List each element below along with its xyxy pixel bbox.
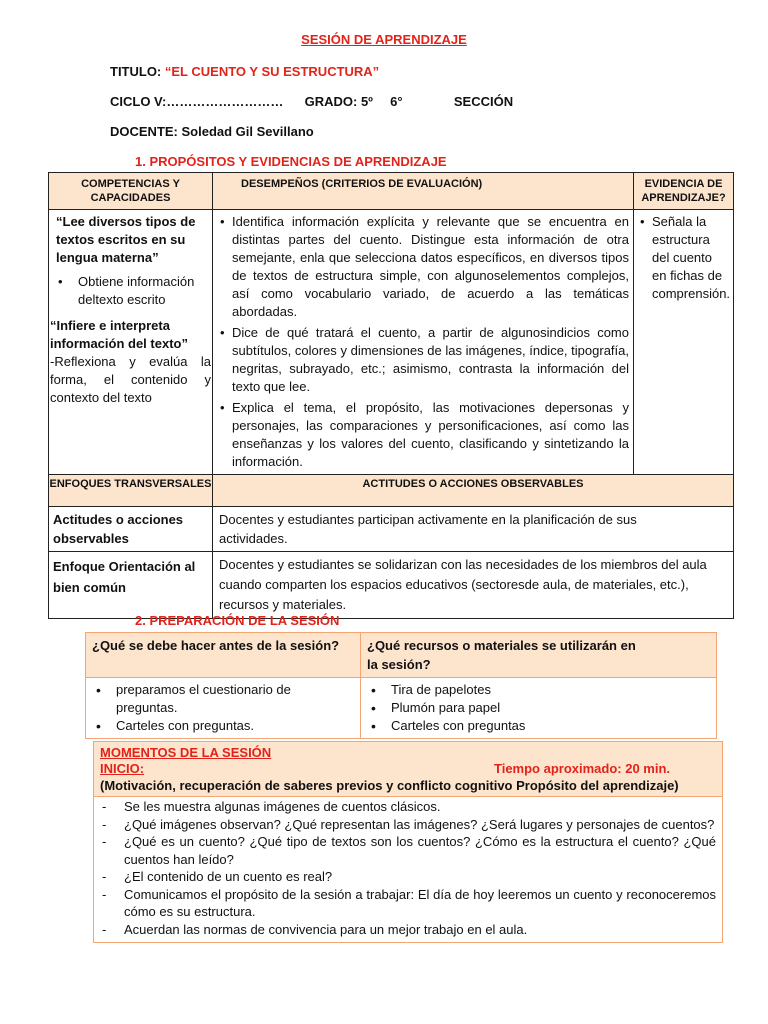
section2-heading: 2. PREPARACIÓN DE LA SESIÓN [135,613,340,628]
desempeno-item: • Dice de qué tratará el cuento, a partir de algunosindicios como subtítulos, colores y dimensiones de las imágenes, índice, tipografía, negritas, subrayado, etc.; asimismo, contrasta la información del texto que lee. [216,324,629,396]
tiempo-label [388,761,670,777]
recursos-cell [361,678,717,739]
header-recursos [361,633,717,678]
competencia-infiere: “Infiere e interpreta información del texto” [50,318,188,351]
enfoque-bien-comun-text: Docentes y estudiantes se solidarizan con las necesidades de los miembros del aula cuando comparten los espacios educativos (sectoresde aula, de materiales, etc.), recursos y materiales. [213,552,734,619]
ciclo-label: CICLO V:……………………… [110,94,284,109]
header-evidencia: EVIDENCIA DE APRENDIZAJE? [634,173,734,210]
header-enfoques: ENFOQUES TRANSVERSALES [49,475,213,507]
inicio-item: - Acuerdan las normas de convivencia para un mejor trabajo en el aula. [100,921,716,939]
recursos-list [367,681,710,735]
antes-item: • Carteles con preguntas. [92,717,354,735]
antes-item: • preparamos el cuestionario de preguntas. [92,681,354,717]
grado-option-6: 6° [390,94,403,109]
tiempo-value: Tiempo aproximado: 20 min. [494,761,671,776]
header-recursos-text: ¿Qué recursos o materiales se utilizarán en la sesión? [367,638,636,672]
momentos-box [93,741,723,943]
preparacion-table [85,632,717,739]
evidencia-item: • Señala la estructura del cuento en fichas de comprensión. [636,213,729,303]
page-title: SESIÓN DE APRENDIZAJE [301,32,467,47]
capacidad-obtiene-text: Obtiene información deltexto escrito [78,274,195,307]
capacidad-obtiene: • Obtiene información deltexto escrito [58,274,195,307]
section1-heading: 1. PROPÓSITOS Y EVIDENCIAS DE APRENDIZAJE [135,154,447,169]
grado-label: GRADO: [304,94,358,109]
desempeno-item: • Identifica información explícita y relevante que se encuentra en distintas partes del cuento. Distingue esta información de otra semejante, enla que selecciona datos específicos, en diversos tipos de textos de estructura simple, con algunoselementos complejos, así como vocabulario variado, de acuerdo a las temáticas abordadas. [216,213,629,321]
inicio-list [100,798,716,938]
recursos-item: • Plumón para papel [367,699,710,717]
enfoque-actitudes-text [213,507,734,552]
titulo-label: TITULO: [110,64,162,79]
inicio-item: - ¿El contenido de un cuento es real? [100,868,716,886]
inicio-item: - Se les muestra algunas imágenes de cuentos clásicos. [100,798,716,816]
antes-cell [86,678,361,739]
antes-list [92,681,354,735]
capacidad-reflexiona: -Reflexiona y evalúa la forma, el contenido y contexto del texto [50,354,211,405]
titulo-value: “EL CUENTO Y SU ESTRUCTURA” [164,64,380,79]
momentos-body [94,797,722,942]
inicio-line [100,761,716,777]
inicio-item: - ¿Qué es un cuento? ¿Qué tipo de textos son los cuentos? ¿Cómo es la estructura el cuento? ¿Qué cuentos han leído? [100,833,716,868]
header-actitudes: ACTITUDES O ACCIONES OBSERVABLES [213,475,734,507]
competencia-lee: “Lee diversos tipos de textos escritos en su lengua materna” [56,214,196,265]
header-competencias: COMPETENCIAS Y CAPACIDADES [49,173,213,210]
enfoque-actitudes-desc: Docentes y estudiantes participan activamente en la planificación de sus actividades. [219,512,637,546]
titulo-line [110,64,379,79]
recursos-item: • Tira de papelotes [367,681,710,699]
momentos-heading: MOMENTOS DE LA SESIÓN [100,745,272,760]
evidencia-cell [634,210,734,475]
enfoque-bien-comun-label: Enfoque Orientación al bien común [49,552,213,619]
competencias-cell [49,210,213,475]
enfoque-actitudes-label: Actitudes o acciones observables [49,507,213,552]
recursos-item: • Carteles con preguntas [367,717,710,735]
docente-line: DOCENTE: Soledad Gil Sevillano [110,124,314,139]
ciclo-line [110,94,513,109]
header-antes: ¿Qué se debe hacer antes de la sesión? [86,633,361,678]
header-desempenos: DESEMPEÑOS (CRITERIOS DE EVALUACIÓN) [213,173,634,210]
inicio-label: INICIO: [100,761,145,776]
inicio-item: - Comunicamos el propósito de la sesión a trabajar: El día de hoy leeremos un cuento y reconoceremos cómo es su estructura. [100,886,716,921]
inicio-subtitle: (Motivación, recuperación de saberes previos y conflicto cognitivo Propósito del aprendizaje) [100,778,679,793]
propositos-table [48,172,734,619]
momentos-header [94,742,722,797]
desempeno-item: • Explica el tema, el propósito, las motivaciones depersonas y personajes, las comparaciones y personificaciones, así como las enseñanzas y los valores del cuento, clasificando y sintetizando la información. [216,399,629,471]
seccion-label: SECCIÓN [453,94,514,109]
desempenos-list [216,213,629,471]
grado-option-5: 5º [360,94,373,109]
desempenos-cell [213,210,634,475]
evidencia-list [636,213,729,303]
inicio-item: - ¿Qué imágenes observan? ¿Qué representan las imágenes? ¿Será lugares y personajes de cuentos? [100,816,716,834]
